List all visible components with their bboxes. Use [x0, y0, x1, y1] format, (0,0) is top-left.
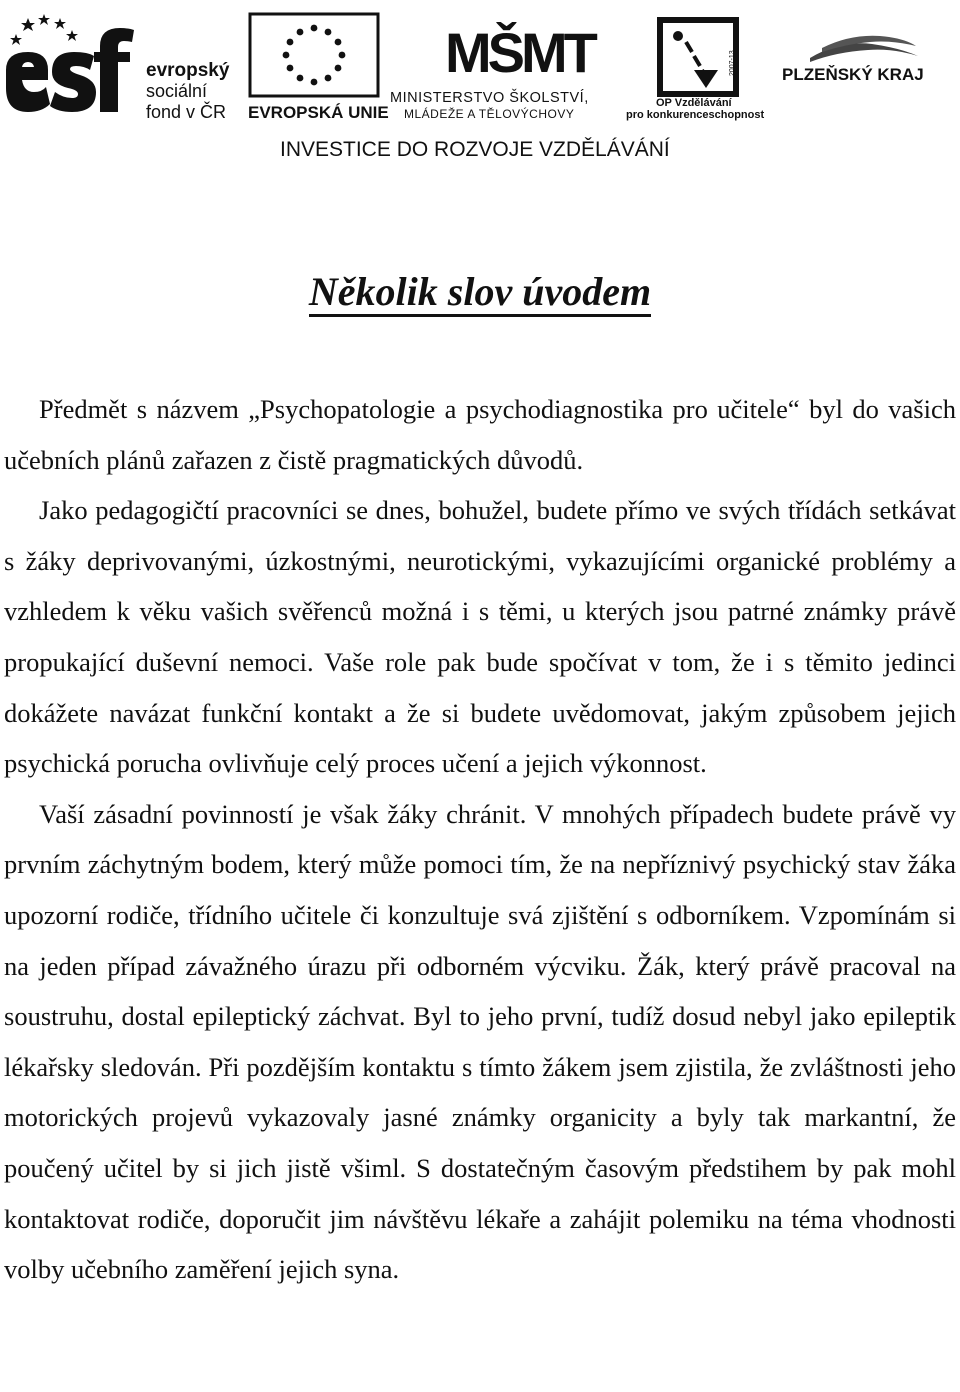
paragraph-2: Jako pedagogičtí pracovníci se dnes, bohužel, budete přímo ve svých třídách setkávat s žáky deprivovanými, úzkostnými, neurotickými, vykazujícími organické problémy a vzhledem k věku vašich svěřenců možná i s těmi, u kterých jsou patrné známky právě propukající duševní nemoci. Vaše role pak bude spočívat v tom, že i s těmito jedinci dokážete navázat funkční kontakt a že si budete uvědomovat, jakým způsobem jejich psychická porucha ovlivňuje celý proces učení a jejich výkonnost. — [4, 495, 956, 779]
kraj-label: PLZEŇSKÝ KRAJ — [782, 65, 924, 84]
msmt-line2: MLÁDEŽE A TĚLOVÝCHOVY — [404, 107, 575, 121]
esf-line3: fond v ČR — [146, 102, 227, 122]
msmt-mark: MŠMT — [445, 21, 594, 84]
msmt-line1: MINISTERSTVO ŠKOLSTVÍ, — [390, 90, 589, 106]
paragraph-1: Předmět s názvem „Psychopatologie a psychodiagnostika pro učitele“ byl do vašich učebních plánů zařazen z čistě pragmatických důvodů. — [4, 394, 956, 475]
kraj-logo — [782, 36, 924, 84]
eu-label: EVROPSKÁ UNIE — [248, 103, 389, 122]
msmt-logo — [390, 21, 598, 121]
tagline: INVESTICE DO ROZVOJE VZDĚLÁVÁNÍ — [280, 138, 670, 161]
document-title — [0, 262, 960, 322]
esf-logo — [6, 14, 230, 122]
esf-line2: sociální — [146, 81, 208, 101]
op-line1: OP Vzdělávání — [656, 97, 732, 109]
op-frame — [660, 20, 736, 94]
op-logo — [626, 20, 764, 121]
document-title-text: Několik slov úvodem — [309, 269, 651, 317]
eu-logo — [248, 14, 389, 122]
paragraph-3: Vaší zásadní povinností je však žáky chránit. V mnohých případech budete právě vy prvním záchytným bodem, který může pomoci tím, že na nepříznivý psychický stav žáka upozorní rodiče, třídního učitele či konzultuje svá zjištění s odborníkem. Vzpomínám si na jeden případ závažného úrazu při odborném výcviku. Žák, který právě pracoval na soustruhu, dostal epileptický záchvat. Byl to jeho první, tudíž dosud nebyl jako epileptik lékařsky sledován. Při pozdějším kontaktu s tímto žákem jsem zjistila, že zvláštnosti jeho motorických projevů vykazovaly jasné známky organicity a byly tak markantní, že poučený učitel by si jich jistě všiml. S dostatečným časovým předstihem by pak mohl kontaktovat rodiče, doporučit jim návštěvu lékaře a zahájit polemiku na téma vhodnosti volby učebního zaměření jejich syna. — [4, 798, 956, 1285]
op-years: 2007-13 — [729, 50, 736, 76]
esf-line1: evropský — [146, 60, 230, 81]
esf-wordmark — [6, 52, 50, 112]
document-body — [4, 384, 956, 1295]
op-line2: pro konkurenceschopnost — [626, 109, 765, 121]
logo-band — [0, 0, 960, 175]
